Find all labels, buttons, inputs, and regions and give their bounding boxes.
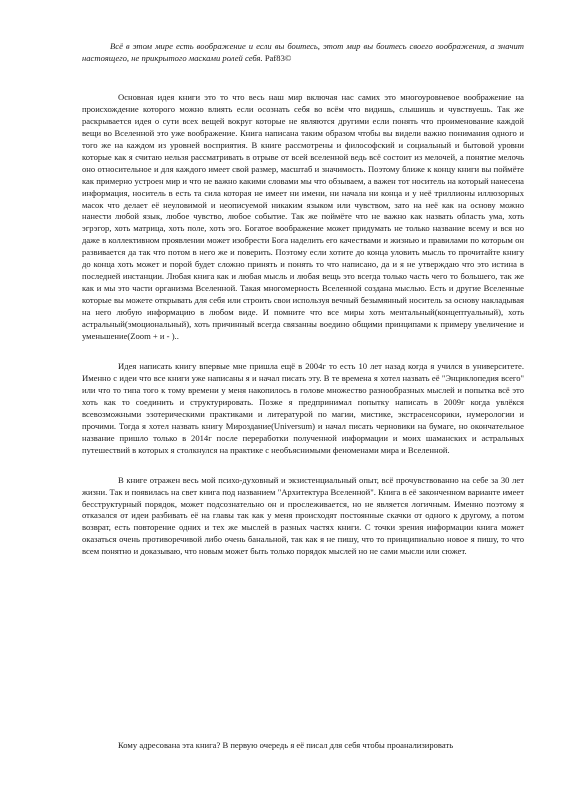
body-paragraph-main-idea: Основная идея книги это то что весь наш мир включая нас самих это многоуровневое воображение на происхождение которого можно влиять если осознать себя во всём что видишь, слышишь и чувствуешь. Так же раскрывается идея о сути всех вещей вокруг которые не являются другими если понять что проименование каждой вещи во Вселенной это уже воображение. Книга написана таким образом чтобы вы видели важно понимания одного и того же на каждом из уровней восприятия. В книге рассмотрены и философский и социальный и бытовой уровни которые как я считаю нельзя рассматривать в отрыве от всей вселенной ведь всё состоит из мелочей, а понятие мелочь оно относительное и для каждого имеет свой размер, масштаб и значимость. Поэтому ближе к концу книги вы поймёте как примерно устроен мир и что не важно какими словами мы что обзываем, а важен тот носитель на который нанесена информация, носитель в есть та сила которая не имеет ни имени, ни начала ни конца и у неё триллионы иллюзорных масок что делает её неуловимой и неописуемой никаким языком или чувством, зато на неё как на основу можно нанести любой язык, любое чувство, любое событие. Так же поймёте что не важно как назвать область ума, хоть эгрэгор, хоть матрица, хоть поле, хоть эго. Богатое воображение может придумать не только название всему и вся но даже в коллективном проявлении может изобрести Бога наделить его качествами и жизнью и правилами по которым он развивается да так что потом в него же и поверить. Поэтому если хотите до конца уловить мысль то прочитайте книгу до конца хоть может и порой будет сложно принять и понять то что написано, да и я не утверждаю что это истина в последней инстанции. Любая книга как и любая мысль и любая вещь это всегда только часть чего то большего, так же как и мы это части организма Вселенной. Такая многомерность Вселенной создана мыслью. Есть и другие Вселенные которые вы можете открывать для себя или строить свои используя вечный безымянный носитель за основу накладывая на него любую информацию в любом виде. И помните что все миры хоть ментальный(концептуальный), хоть астральный(эмоциональный), хоть причинный всегда связанны воедино общими принципами к примеру увеличение и уменьшение(Zoom + и - ).. bbox=[82, 92, 524, 341]
body-paragraph-experience: В книге отражен весь мой психо-духовный и экзистенциальный опыт, всё прочувствованно на себе за 30 лет жизни. Так и появилась на свет книга под названием "Архитектура Вселенной". Книга в её законченном варианте имеет бесструктурный порядок, может подсознательно он и прослеживается, но не является логичным. Именно поэтому я отказался от идеи разбивать её на главы так как у меня происходят постоянные скачки от одного к другому, а потом возврат, есть повторение одних и тех же мыслей в разных частях книги. С точки зрения информации книга может оказаться очень противоречивой либо очень банальной, так как я не пишу, что то принципиально новое я пишу, то что всем понятно и доказываю, что новым может быть только порядок мыслей но не сами мысли или сюжет. bbox=[82, 474, 524, 557]
epigraph bbox=[82, 40, 524, 64]
author-signature: Paf83© bbox=[264, 53, 292, 64]
body-paragraph-history: Идея написать книгу впервые мне пришла ещё в 2004г то есть 10 лет назад когда я учился в университете. Именно с идеи что все книги уже написаны я и начал писать эту. В те времена я хотел назвать её "Энциклопедия всего" или что то типа того к тому времени у меня накопилось в голове множество разнообразных мыслей и попытка всё это хоть как то соединить и структурировать. Позже я предпринимал попытку написать в 2009г когда увлёкся всевозможными эзотерическими практиками и литературой по магии, мистике, экстрасенсорики, нумерологии и прочими. Тогда я хотел назвать книгу Мироздание(Universum) и начал писать черновики на бумаге, но окончательное название пришло только в 2014г после переработки полученной информации и моих шаманских и астральных путешествий в которых я столкнулся на практике с необъяснимыми феноменами мира и Вселенной. bbox=[82, 361, 524, 455]
document-page bbox=[82, 40, 524, 750]
epigraph-text: Всё в этом мире есть воображение и если вы боитесь, этот мир вы боитесь своего воображения, а значит настоящего, не прикрытого масками ролей себя. bbox=[82, 41, 524, 64]
body-paragraph-audience: Кому адресована эта книга? В первую очередь я её писал для себя чтобы проанализировать bbox=[118, 740, 454, 750]
